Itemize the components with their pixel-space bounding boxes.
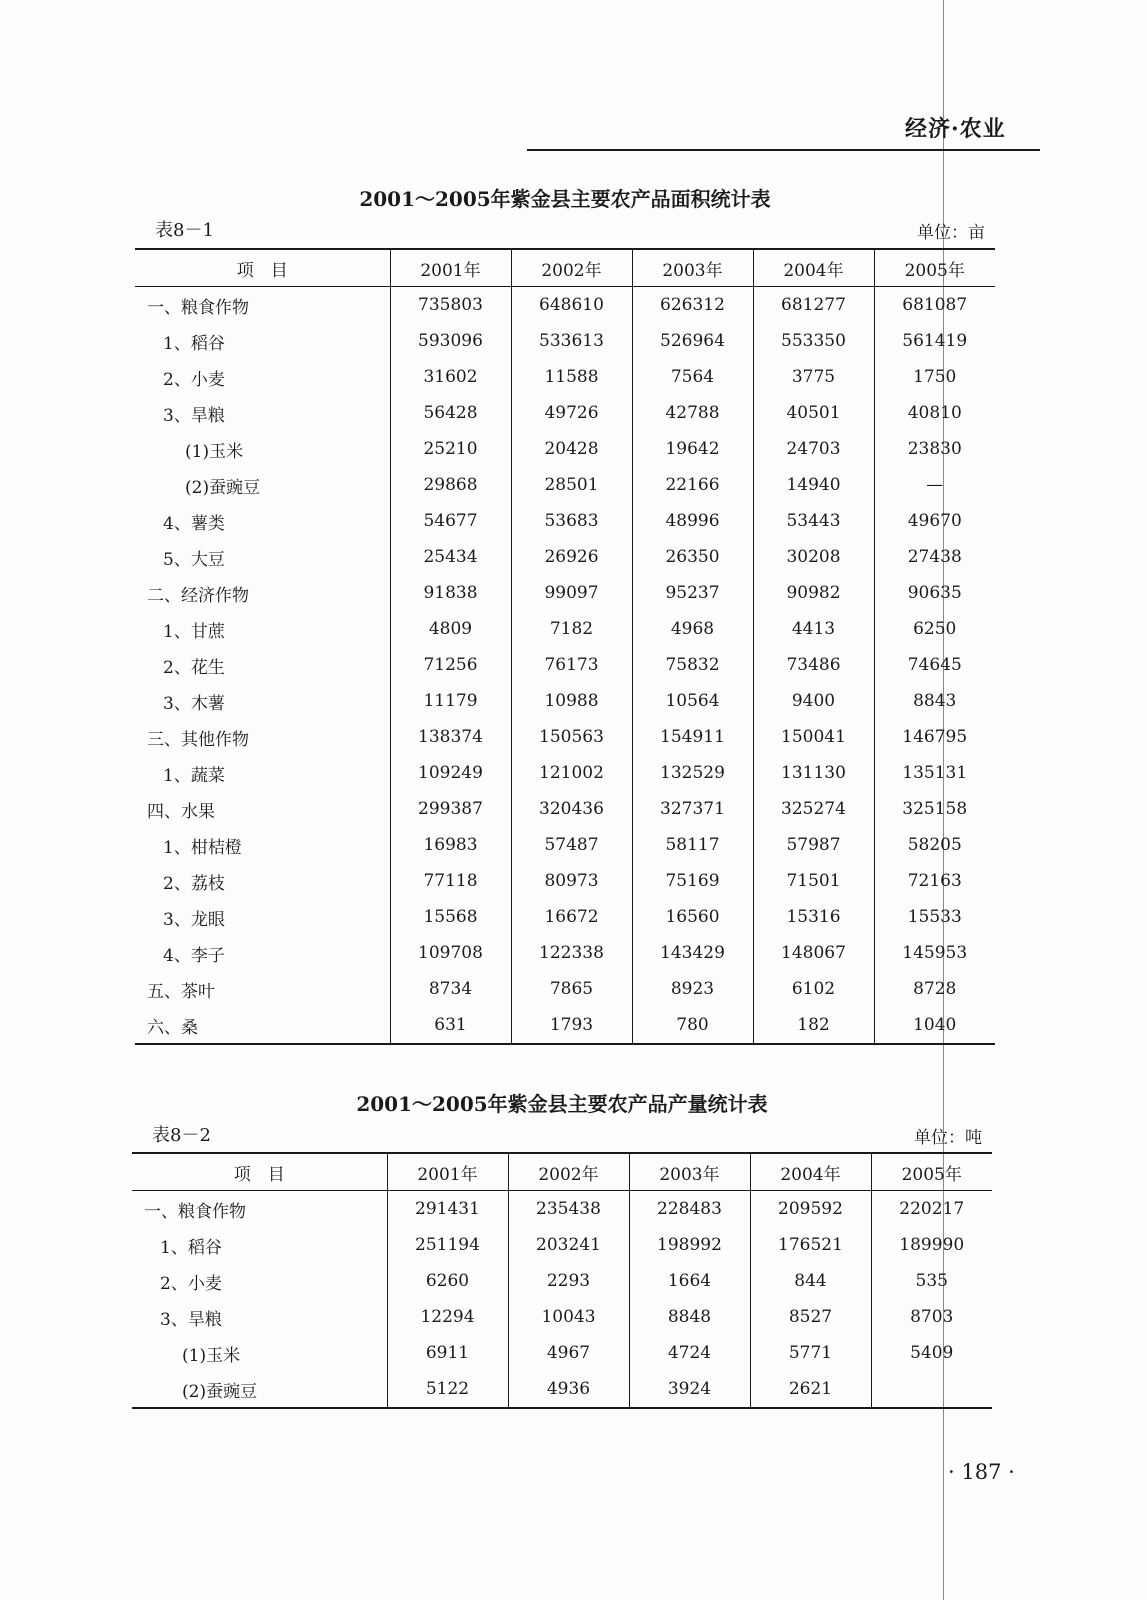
table-cell-value: 8923 [632, 971, 753, 1007]
table-row [135, 287, 995, 324]
table1-header-row [135, 249, 995, 287]
table-cell-value: 22166 [632, 467, 753, 503]
table-row [135, 683, 995, 719]
table-cell-value: 77118 [390, 863, 511, 899]
table-row [132, 1371, 992, 1408]
table-row [132, 1227, 992, 1263]
row-item-label: 2、荔枝 [163, 873, 225, 894]
table1 [135, 248, 995, 1045]
table-row [135, 323, 995, 359]
table-cell-value: 20428 [511, 431, 632, 467]
table-row [135, 971, 995, 1007]
table-cell-value: 30208 [753, 539, 874, 575]
table-cell-value: 23830 [874, 431, 995, 467]
table-cell-value: 4967 [508, 1335, 629, 1371]
table-cell-value: 71501 [753, 863, 874, 899]
table-cell-value: 135131 [874, 755, 995, 791]
table-row [135, 467, 995, 503]
table-row [135, 575, 995, 611]
table-cell-value: 6260 [387, 1263, 508, 1299]
table-cell-value: 16560 [632, 899, 753, 935]
table-row [135, 863, 995, 899]
table-cell-value: 780 [632, 1007, 753, 1044]
table-cell-value: 53683 [511, 503, 632, 539]
table-cell-value: 26350 [632, 539, 753, 575]
table-cell-value: 49670 [874, 503, 995, 539]
table-cell-value: 291431 [387, 1191, 508, 1228]
table-cell-value: 91838 [390, 575, 511, 611]
table-cell-value: 75169 [632, 863, 753, 899]
table-cell-value: 72163 [874, 863, 995, 899]
row-item-label: 1、甘蔗 [163, 621, 225, 642]
table-cell-value: 8728 [874, 971, 995, 1007]
table-cell-value: 325274 [753, 791, 874, 827]
table-cell-value: 189990 [871, 1227, 992, 1263]
table-cell-value: 220217 [871, 1191, 992, 1228]
table-cell-value: 145953 [874, 935, 995, 971]
table-row [135, 755, 995, 791]
table-row [135, 827, 995, 863]
table-cell-value: 25434 [390, 539, 511, 575]
column-header-year: 2003年 [632, 249, 753, 287]
table-cell-value: 26926 [511, 539, 632, 575]
row-item-label: 2、小麦 [160, 1273, 222, 1294]
table-cell-value: 327371 [632, 791, 753, 827]
table2 [132, 1152, 992, 1409]
column-header-item: 项 目 [132, 1153, 387, 1191]
table1-unit: 单位：亩 [917, 223, 985, 243]
table-row [135, 899, 995, 935]
page-number: · 187 · [948, 1460, 1015, 1484]
table-cell-value: 25210 [390, 431, 511, 467]
table-cell-value: 10564 [632, 683, 753, 719]
column-header-item: 项 目 [135, 249, 390, 287]
table-cell-value: 27438 [874, 539, 995, 575]
table-cell-value: 146795 [874, 719, 995, 755]
table-cell-value: 593096 [390, 323, 511, 359]
table-cell-value: 40501 [753, 395, 874, 431]
row-item-label: 3、旱粮 [163, 405, 225, 426]
column-header-year: 2002年 [508, 1153, 629, 1191]
table-cell-value: 4809 [390, 611, 511, 647]
table-cell-value: 3924 [629, 1371, 750, 1408]
column-header-year: 2002年 [511, 249, 632, 287]
table-row [135, 431, 995, 467]
table-cell-value: 1040 [874, 1007, 995, 1044]
table-cell-value: 203241 [508, 1227, 629, 1263]
table-row [132, 1299, 992, 1335]
column-header-year: 2004年 [750, 1153, 871, 1191]
table-row [132, 1263, 992, 1299]
table-cell-value: 14940 [753, 467, 874, 503]
table-cell-value: 4936 [508, 1371, 629, 1408]
table-cell-value: 15568 [390, 899, 511, 935]
table-cell-value: 122338 [511, 935, 632, 971]
table-cell-value: 16983 [390, 827, 511, 863]
table-cell-value: 1793 [511, 1007, 632, 1044]
table-cell-value: 6911 [387, 1335, 508, 1371]
row-item-label: 三、其他作物 [147, 729, 249, 750]
table-cell-value: 533613 [511, 323, 632, 359]
table1-block [135, 178, 995, 1058]
table-cell-value: 648610 [511, 287, 632, 324]
row-item-label: 1、稻谷 [160, 1237, 222, 1258]
table-cell-value [871, 1371, 992, 1408]
table2-header-row [132, 1153, 992, 1191]
column-header-year: 2005年 [874, 249, 995, 287]
table-cell-value: 8734 [390, 971, 511, 1007]
table-cell-value: 3775 [753, 359, 874, 395]
table-cell-value: 5409 [871, 1335, 992, 1371]
table-cell-value: 2293 [508, 1263, 629, 1299]
table-cell-value: 53443 [753, 503, 874, 539]
table-cell-value: 150563 [511, 719, 632, 755]
table-cell-value: 8848 [629, 1299, 750, 1335]
table-cell-value: 7865 [511, 971, 632, 1007]
table1-number: 表8－1 [155, 220, 214, 241]
table-cell-value: 10988 [511, 683, 632, 719]
table-cell-value: 57987 [753, 827, 874, 863]
table-cell-value: 90982 [753, 575, 874, 611]
row-item-label: 1、稻谷 [163, 333, 225, 354]
table-row [135, 1007, 995, 1044]
table-cell-value: 58205 [874, 827, 995, 863]
table-cell-value: 5122 [387, 1371, 508, 1408]
table-cell-value: 143429 [632, 935, 753, 971]
row-item-label: (1)玉米 [182, 1345, 241, 1366]
table-cell-value: 1750 [874, 359, 995, 395]
row-item-label: 1、蔬菜 [163, 765, 225, 786]
table-cell-value: 6102 [753, 971, 874, 1007]
table-cell-value: 56428 [390, 395, 511, 431]
table-cell-value: 131130 [753, 755, 874, 791]
table-row [135, 539, 995, 575]
table-cell-value: 148067 [753, 935, 874, 971]
table-cell-value: 176521 [750, 1227, 871, 1263]
table-cell-value: 251194 [387, 1227, 508, 1263]
table-cell-value: 8527 [750, 1299, 871, 1335]
table-cell-value: 138374 [390, 719, 511, 755]
table-cell-value: 553350 [753, 323, 874, 359]
column-header-year: 2001年 [387, 1153, 508, 1191]
table-cell-value: 228483 [629, 1191, 750, 1228]
table-cell-value: 526964 [632, 323, 753, 359]
row-item-label: 5、大豆 [163, 549, 225, 570]
table-cell-value: 95237 [632, 575, 753, 611]
table-cell-value: 71256 [390, 647, 511, 683]
table-row [135, 935, 995, 971]
table-cell-value: 681277 [753, 287, 874, 324]
column-header-year: 2004年 [753, 249, 874, 287]
header-rule [527, 149, 1040, 151]
table2-unit: 单位：吨 [914, 1128, 982, 1148]
table-cell-value: 99097 [511, 575, 632, 611]
row-item-label: 一、粮食作物 [147, 297, 249, 318]
table-cell-value: 80973 [511, 863, 632, 899]
table-cell-value: 19642 [632, 431, 753, 467]
table-cell-value: 1664 [629, 1263, 750, 1299]
table-cell-value: 4968 [632, 611, 753, 647]
table-cell-value: 132529 [632, 755, 753, 791]
table-cell-value: 73486 [753, 647, 874, 683]
table-cell-value: 8703 [871, 1299, 992, 1335]
section-header: 经济·农业 [905, 116, 1006, 142]
row-item-label: 3、木薯 [163, 693, 225, 714]
table-cell-value: 40810 [874, 395, 995, 431]
table-cell-value: 109708 [390, 935, 511, 971]
table-cell-value: 735803 [390, 287, 511, 324]
table-cell-value: 9400 [753, 683, 874, 719]
table-row [132, 1191, 992, 1228]
table-cell-value: 325158 [874, 791, 995, 827]
table-cell-value: 5771 [750, 1335, 871, 1371]
table-cell-value: 54677 [390, 503, 511, 539]
table-cell-value: 299387 [390, 791, 511, 827]
table-cell-value: 320436 [511, 791, 632, 827]
table-cell-value: 121002 [511, 755, 632, 791]
row-item-label: 一、粮食作物 [144, 1201, 246, 1222]
table-cell-value: 154911 [632, 719, 753, 755]
row-item-label: 4、薯类 [163, 513, 225, 534]
table-cell-value: 11179 [390, 683, 511, 719]
table-cell-value: 48996 [632, 503, 753, 539]
table-row [135, 791, 995, 827]
table-row [135, 503, 995, 539]
table-row [135, 647, 995, 683]
table-row [135, 359, 995, 395]
table-cell-value: 150041 [753, 719, 874, 755]
table-cell-value: — [874, 467, 995, 503]
table-cell-value: 235438 [508, 1191, 629, 1228]
table-row [135, 611, 995, 647]
table-cell-value: 681087 [874, 287, 995, 324]
table-cell-value: 76173 [511, 647, 632, 683]
table-cell-value: 58117 [632, 827, 753, 863]
table-cell-value: 42788 [632, 395, 753, 431]
table-cell-value: 6250 [874, 611, 995, 647]
column-header-year: 2003年 [629, 1153, 750, 1191]
row-item-label: 4、李子 [163, 945, 225, 966]
table-cell-value: 12294 [387, 1299, 508, 1335]
table-cell-value: 844 [750, 1263, 871, 1299]
table-cell-value: 4413 [753, 611, 874, 647]
row-item-label: 二、经济作物 [147, 585, 249, 606]
table-cell-value: 24703 [753, 431, 874, 467]
table-row [132, 1335, 992, 1371]
row-item-label: 2、花生 [163, 657, 225, 678]
table-cell-value: 561419 [874, 323, 995, 359]
table2-block [132, 1083, 992, 1413]
table-cell-value: 16672 [511, 899, 632, 935]
row-item-label: 1、柑桔橙 [163, 837, 242, 858]
table-cell-value: 90635 [874, 575, 995, 611]
table1-title: 2001～2005年紫金县主要农产品面积统计表 [359, 187, 771, 211]
row-item-label: 2、小麦 [163, 369, 225, 390]
table2-number: 表8－2 [152, 1125, 211, 1146]
table-cell-value: 74645 [874, 647, 995, 683]
row-item-label: 六、桑 [147, 1017, 198, 1038]
table-cell-value: 198992 [629, 1227, 750, 1263]
table2-title: 2001～2005年紫金县主要农产品产量统计表 [356, 1092, 768, 1116]
table-cell-value: 8843 [874, 683, 995, 719]
table-row [135, 719, 995, 755]
row-item-label: 四、水果 [147, 801, 215, 822]
table-cell-value: 31602 [390, 359, 511, 395]
table-cell-value: 7564 [632, 359, 753, 395]
row-item-label: (2)蚕豌豆 [185, 477, 261, 498]
table-cell-value: 49726 [511, 395, 632, 431]
column-header-year: 2001年 [390, 249, 511, 287]
row-item-label: (2)蚕豌豆 [182, 1381, 258, 1402]
table-cell-value: 626312 [632, 287, 753, 324]
table-cell-value: 209592 [750, 1191, 871, 1228]
table-cell-value: 15316 [753, 899, 874, 935]
table-cell-value: 15533 [874, 899, 995, 935]
table-cell-value: 2621 [750, 1371, 871, 1408]
table-cell-value: 28501 [511, 467, 632, 503]
table-cell-value: 7182 [511, 611, 632, 647]
row-item-label: 3、龙眼 [163, 909, 225, 930]
column-header-year: 2005年 [871, 1153, 992, 1191]
table-cell-value: 535 [871, 1263, 992, 1299]
table-cell-value: 57487 [511, 827, 632, 863]
table-cell-value: 75832 [632, 647, 753, 683]
table-cell-value: 29868 [390, 467, 511, 503]
row-item-label: (1)玉米 [185, 441, 244, 462]
table-cell-value: 109249 [390, 755, 511, 791]
row-item-label: 五、茶叶 [147, 981, 215, 1002]
table-cell-value: 10043 [508, 1299, 629, 1335]
table-cell-value: 4724 [629, 1335, 750, 1371]
table-cell-value: 631 [390, 1007, 511, 1044]
row-item-label: 3、旱粮 [160, 1309, 222, 1330]
table-cell-value: 182 [753, 1007, 874, 1044]
table-cell-value: 11588 [511, 359, 632, 395]
table-row [135, 395, 995, 431]
